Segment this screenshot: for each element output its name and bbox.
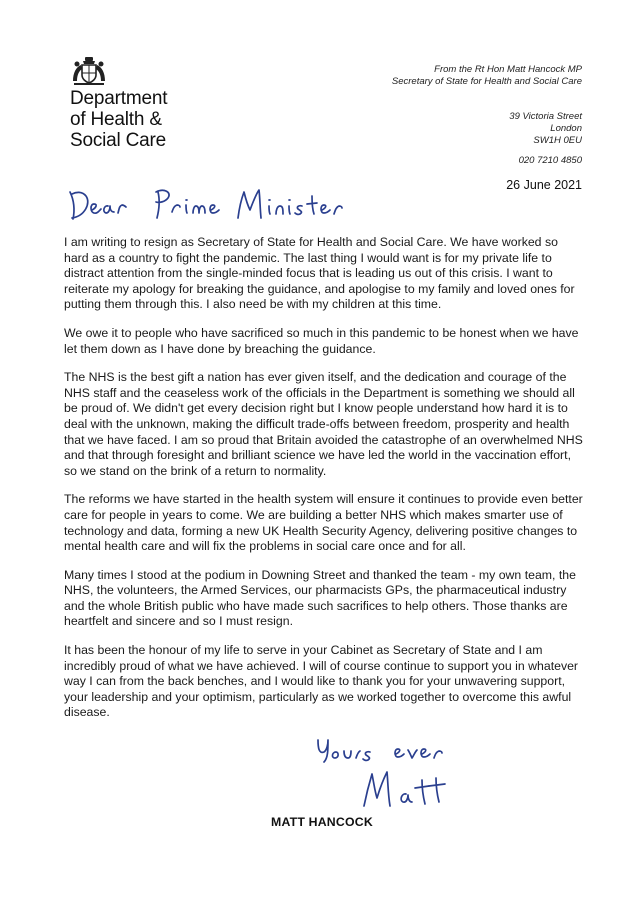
- letter-date: 26 June 2021: [506, 178, 582, 192]
- dept-line: of Health &: [70, 109, 162, 130]
- signatory-name: MATT HANCOCK: [271, 815, 373, 829]
- body-paragraph: The NHS is the best gift a nation has ever given itself, and the dedication and courage of the NHS staff and the ceaseless work of the officials in the Department is something we should all be proud of. We didn't get every decision right but I know people understand how hard it is to deal with the unknown, making the difficult trade-offs between freedom, prosperity and health that we have faced. I am so proud that Britain avoided the catastrophe of an overwhelmed NHS and that through foresight and brilliant science we have led the world in the vaccination effort, so we stand on the brink of a return to normality.: [64, 370, 583, 478]
- dept-line: Department: [70, 88, 168, 109]
- sender-title: Secretary of State for Health and Social Care: [391, 76, 582, 87]
- body-paragraph: I am writing to resign as Secretary of State for Health and Social Care. We have worked so hard as a country to fight the pandemic. The last thing I would want is for my private life to distract attention from the single-minded focus that is leading us out of this crisis. I want to reiterate my apology for breaking the guidance, and apologise to my family and loved ones for putting them through this. I also need be with my children at this time.: [64, 235, 575, 312]
- address-line: SW1H 0EU: [533, 135, 582, 146]
- letter-body: [64, 235, 584, 734]
- address-line: London: [550, 123, 582, 134]
- department-name: [70, 88, 167, 151]
- sender-name: From the Rt Hon Matt Hancock MP: [434, 64, 582, 75]
- royal-crest-icon: [70, 55, 108, 87]
- body-paragraph: The reforms we have started in the health system will ensure it continues to provide even better care for people in years to come. We are building a better NHS which makes smarter use of technology and data, forming a new UK Health Security Agency, delivering positive changes to mental health care and will fix the problems in social care once and for all.: [64, 492, 583, 554]
- handwritten-salutation: [60, 180, 380, 230]
- phone-number: 020 7210 4850: [518, 155, 582, 166]
- body-paragraph: It has been the honour of my life to serve in your Cabinet as Secretary of State and I am incredibly proud of what we have achieved. I will of course continue to support you in whatever way I can from the back benches, and I would like to thank you for your unwavering support, your leadership and your optimism, particularly as we worked together to overcome this awful disease.: [64, 643, 579, 720]
- dept-line: Social Care: [70, 130, 167, 151]
- address-line: 39 Victoria Street: [509, 111, 582, 122]
- body-paragraph: Many times I stood at the podium in Downing Street and thanked the team - my own team, the NHS, the volunteers, the Armed Services, our pharmacists GPs, the pharmaceutical industry and the whole British public who have made such sacrifices to help others. Those thanks are heartfelt and sincere and so I must resign.: [64, 567, 576, 629]
- handwritten-signoff: [312, 726, 492, 816]
- sender-block: [392, 64, 582, 88]
- address-block: [509, 111, 582, 147]
- body-paragraph: We owe it to people who have sacrificed so much in this pandemic to be honest when we have let them down as I have done by breaching the guidance.: [64, 325, 579, 356]
